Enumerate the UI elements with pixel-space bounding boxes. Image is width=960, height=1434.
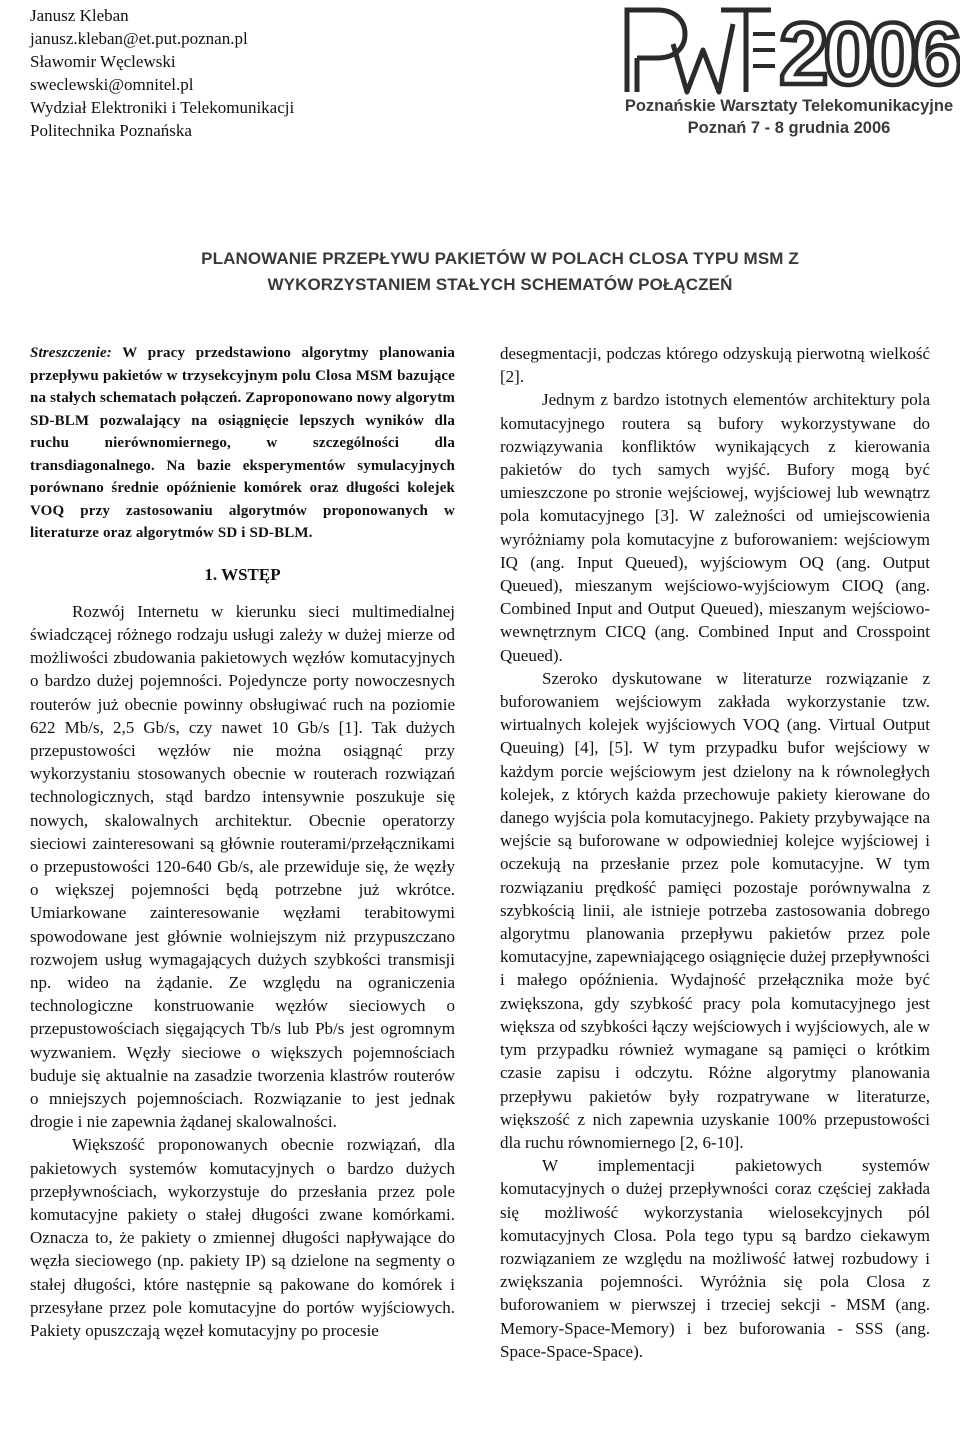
author-email[interactable]: janusz.kleban@et.put.poznan.pl: [30, 29, 248, 48]
affiliation-faculty: Wydział Elektroniki i Telekomunikacji: [30, 98, 295, 117]
paper-title-line-2: WYKORZYSTANIEM STAŁYCH SCHEMATÓW POŁĄCZEŃ: [267, 275, 733, 294]
right-column: [500, 342, 930, 1363]
body-paragraph: Większość proponowanych obecnie rozwiązań, dla pakietowych systemów komutacyjnych o bardzo dużych przepływnościach, wykorzystuje do przesłania przez pole komutacyjne pakiety o stałej długości zwane komórkami. Oznacza to, że pakiety o zmiennej długości napływające do węzła sieciowego (np. pakiety IP) są dzielone na segmenty o stałej długości, które następnie są pakowane do komórek i przesyłane przez pole komutacyjne do portów wyjściowych. Pakiety opuszczają węzeł komutacyjny po procesie: [30, 1135, 455, 1340]
paper-title-line-1: PLANOWANIE PRZEPŁYWU PAKIETÓW W POLACH CLOSA TYPU MSM Z: [201, 249, 799, 268]
author-email[interactable]: sweclewski@omnitel.pl: [30, 75, 194, 94]
left-column: [30, 342, 455, 1342]
pwt-2006-logo-mark: [603, 0, 960, 100]
author-name: Sławomir Węclewski: [30, 52, 176, 71]
abstract: [30, 342, 455, 545]
abstract-label: Streszczenie:: [30, 345, 112, 361]
svg-text:2006: 2006: [779, 4, 960, 100]
body-paragraph: Rozwój Internetu w kierunku sieci multimedialnej świadczącej różnego rodzaju usługi zależy w dużej mierze od możliwości zbudowania pakietowych węzłów komutacyjnych o bardzo dużej pojemności. Pojedyncze porty nowoczesnych routerów już obecnie powinny obsługiwać ruch na poziomie 622 Mb/s, 2,5 Gb/s, czy nawet 10 Gb/s [1]. Tak dużych przepustowości węzłów nie można osiągnąć przy wykorzystaniu stosowanych obecnie w routerach rozwiązań technologicznych, stąd bardzo intensywnie poszukuje się nowych, skalowalnych architektur. Obecnie operatorzy sieciowi zainteresowani są głównie routerami/przełącznikami o przepustowości 120-640 Gb/s, ale przewiduje się, że węzły o większej pojemności będą potrzebne już wkrótce. Umiarkowane zainteresowanie węzłami terabitowymi spowodowane jest głównie wolniejszym niż przypuszczano rozwojem usług wymagających dużych szybkości transmisji np. wideo na żądanie. Ze względu na ograniczenia technologiczne konstruowanie węzłów sieciowych o przepustowościach sięgających Tb/s lub Pb/s jest ogromnym wyzwaniem. Węzły sieciowe o większych pojemnościach buduje się aktualnie na zasadzie tworzenia klastrów routerów o mniejszych pojemnościach. Rozwiązanie to jest jednak drogie i nie zapewnia żądanej skalowalności.: [30, 601, 455, 1132]
body-paragraph: Jednym z bardzo istotnych elementów architektury pola komutacyjnego routera są bufory wykorzystywane do rozwiązywania konfliktów wynikających z kierowania pakietów do tych samych wyjść. Bufory mogą być umieszczone po stronie wejściowej, wyjściowej lub wewnątrz pola komutacyjnego [3]. W zależności od umiejscowienia wyróżniamy pola komutacyjne z buforowaniem: wejściowym IQ (ang. Input Queued), wyjściowym OQ (ang. Output Queued), mieszanym wejściowo-wyjściowym CIOQ (ang. Combined Input and Output Queued), mieszanym wejściowo-wewnętrznym CICQ (ang. Combined Input and Crosspoint Queued).: [500, 390, 930, 665]
affiliation-university: Politechnika Poznańska: [30, 121, 192, 140]
author-block: [30, 4, 294, 142]
logo-conference-date: Poznań 7 - 8 grudnia 2006: [687, 119, 891, 137]
body-paragraph: Szeroko dyskutowane w literaturze rozwiązanie z buforowaniem wejściowym zakłada wykorzystanie tzw. wirtualnych kolejek wyjściowych VOQ (ang. Virtual Output Queuing) [4], [5]. W tym przypadku bufor wejściowy w każdym porcie wejściowym jest dzielony na k równoległych kolejek, z których każda przechowuje pakiety kierowane do danego wyjścia pola komutacyjnego. Pakiety przybywające na wejście są buforowane w odpowiedniej kolejce wyjściowej i oczekują na przesłanie przez pole komutacyjne. W tym rozwiązaniu prędkość pamięci pozostaje porównywalna z szybkością linii, ale istnieje potrzeba zastosowania dobrego algorytmu planowania przepływu pakietów przez pole komutacyjne, zapewniającego osiągnięcie dużej przepływności i małego opóźnienia. Wydajność przełącznika może być zwiększona, gdy szybkość pracy pola komutacyjnego jest większa od szybkości łączy wejściowych i wyjściowych, ale w tym przypadku również wymagane są pamięci o krótkim czasie zapisu i odczytu. Różne algorytmy planowania przepływu pakietów były rozpatrywane w literaturze, większość z nich zapewnia uzyskanie 100% przepustowości dla ruchu równomiernego [2, 6-10].: [500, 668, 931, 1152]
logo-conference-name: Poznańskie Warsztaty Telekomunikacyjne: [624, 97, 954, 115]
author-name: Janusz Kleban: [30, 6, 129, 25]
section-heading: 1. WSTĘP: [204, 564, 281, 584]
abstract-text: W pracy przedstawiono algorytmy planowania przepływu pakietów w trzysekcyjnym polu Closa MSM bazujące na stałych schematach połączeń. Zaproponowano nowy algorytm SD-BLM pozwalający na osiągnięcie lepszych wyników dla ruchu nierównomiernego, w szczególności dla transdiagonalnego. Na bazie eksperymentów symulacyjnych porównano średnie opóźnienie komórek oraz długości kolejek VOQ przy zastosowaniu algorytmów proponowanych w literaturze oraz algorytmów SD i SD-BLM.: [30, 345, 455, 541]
body-paragraph: W implementacji pakietowych systemów komutacyjnych o dużej przepływności coraz częściej zakłada się możliwość wykorzystania wielosekcyjnych pól komutacyjnych Closa. Pola tego typu są bardzo ciekawym rozwiązaniem ze względu na możliwość łatwej rozbudowy i zwiększania pojemności. Wyróżnia się pola Closa z buforowaniem w pierwszej i trzeciej sekcji - MSM (ang. Memory-Space-Memory) i bez buforowania - SSS (ang. Space-Space-Space).: [500, 1156, 930, 1361]
conference-logo: [603, 0, 960, 140]
paper-title: [60, 246, 940, 298]
body-paragraph: desegmentacji, podczas którego odzyskują pierwotną wielkość [2].: [500, 344, 930, 387]
